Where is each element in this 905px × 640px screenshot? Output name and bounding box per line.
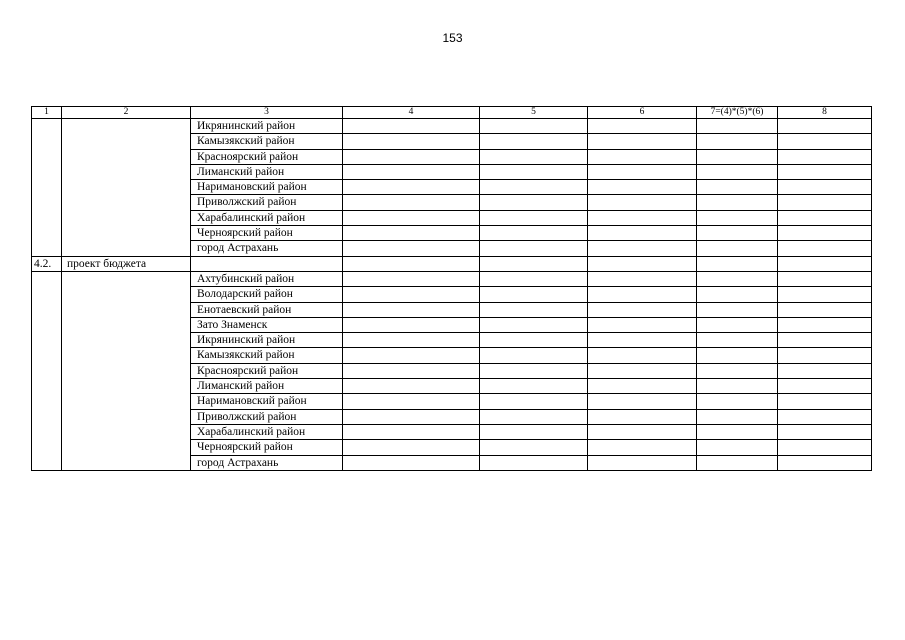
empty-cell: [778, 164, 872, 179]
empty-cell: [697, 333, 778, 348]
empty-cell: [343, 287, 480, 302]
empty-cell: [480, 226, 588, 241]
empty-cell: [778, 287, 872, 302]
empty-cell: [588, 241, 697, 256]
empty-cell: [697, 241, 778, 256]
empty-cell: [778, 241, 872, 256]
district-name: Харабалинский район: [191, 210, 343, 225]
table-row: [32, 119, 872, 134]
district-name: Красноярский район: [191, 363, 343, 378]
empty-cell: [588, 287, 697, 302]
empty-cell: [697, 287, 778, 302]
empty-cell: [588, 317, 697, 332]
empty-cell: [480, 164, 588, 179]
empty-cell: [480, 317, 588, 332]
data-table: [31, 106, 872, 471]
empty-cell: [588, 149, 697, 164]
empty-cell: [343, 241, 480, 256]
empty-cell: [697, 302, 778, 317]
district-name: Икрянинский район: [191, 119, 343, 134]
empty-cell: [588, 379, 697, 394]
empty-cell: [778, 379, 872, 394]
empty-cell: [343, 424, 480, 439]
empty-cell: [343, 409, 480, 424]
empty-cell: [778, 149, 872, 164]
empty-cell: [588, 119, 697, 134]
empty-cell: [343, 333, 480, 348]
table-row: [32, 271, 872, 286]
merged-cell-col1: [32, 271, 62, 470]
empty-cell: [480, 348, 588, 363]
district-name: Камызякский район: [191, 134, 343, 149]
empty-cell: [191, 256, 343, 271]
empty-cell: [588, 440, 697, 455]
empty-cell: [778, 195, 872, 210]
empty-cell: [588, 333, 697, 348]
empty-cell: [480, 333, 588, 348]
district-name: Черноярский район: [191, 226, 343, 241]
empty-cell: [480, 210, 588, 225]
empty-cell: [697, 256, 778, 271]
empty-cell: [588, 164, 697, 179]
district-name: Енотаевский район: [191, 302, 343, 317]
empty-cell: [697, 271, 778, 286]
district-name: Камызякский район: [191, 348, 343, 363]
district-name: Икрянинский район: [191, 333, 343, 348]
empty-cell: [778, 119, 872, 134]
empty-cell: [480, 455, 588, 470]
empty-cell: [480, 180, 588, 195]
merged-cell-col2: [62, 119, 191, 257]
empty-cell: [480, 256, 588, 271]
empty-cell: [343, 440, 480, 455]
empty-cell: [778, 363, 872, 378]
empty-cell: [778, 256, 872, 271]
empty-cell: [697, 195, 778, 210]
empty-cell: [778, 180, 872, 195]
district-name: Наримановский район: [191, 394, 343, 409]
empty-cell: [697, 210, 778, 225]
district-name: Приволжский район: [191, 195, 343, 210]
merged-cell-col2: [62, 271, 191, 470]
empty-cell: [778, 394, 872, 409]
empty-cell: [697, 226, 778, 241]
header-cell: 1: [32, 107, 62, 119]
empty-cell: [480, 271, 588, 286]
header-cell: 5: [480, 107, 588, 119]
empty-cell: [343, 180, 480, 195]
header-cell: 2: [62, 107, 191, 119]
section-title: проект бюджета: [62, 256, 191, 271]
empty-cell: [697, 180, 778, 195]
empty-cell: [480, 195, 588, 210]
empty-cell: [778, 348, 872, 363]
empty-cell: [480, 302, 588, 317]
empty-cell: [480, 424, 588, 439]
empty-cell: [778, 440, 872, 455]
empty-cell: [480, 379, 588, 394]
empty-cell: [697, 149, 778, 164]
empty-cell: [778, 134, 872, 149]
district-name: Наримановский район: [191, 180, 343, 195]
empty-cell: [588, 348, 697, 363]
empty-cell: [697, 134, 778, 149]
empty-cell: [343, 363, 480, 378]
empty-cell: [343, 119, 480, 134]
empty-cell: [588, 226, 697, 241]
district-name: Лиманский район: [191, 379, 343, 394]
empty-cell: [588, 424, 697, 439]
empty-cell: [697, 394, 778, 409]
empty-cell: [588, 271, 697, 286]
page-number: 153: [442, 31, 463, 45]
empty-cell: [343, 164, 480, 179]
empty-cell: [697, 348, 778, 363]
empty-cell: [778, 302, 872, 317]
empty-cell: [343, 210, 480, 225]
district-name: Ахтубинский район: [191, 271, 343, 286]
empty-cell: [588, 302, 697, 317]
empty-cell: [588, 195, 697, 210]
empty-cell: [588, 180, 697, 195]
empty-cell: [778, 317, 872, 332]
empty-cell: [697, 440, 778, 455]
empty-cell: [480, 440, 588, 455]
empty-cell: [697, 317, 778, 332]
empty-cell: [697, 379, 778, 394]
empty-cell: [343, 226, 480, 241]
empty-cell: [343, 271, 480, 286]
empty-cell: [697, 164, 778, 179]
header-cell: 6: [588, 107, 697, 119]
empty-cell: [588, 134, 697, 149]
empty-cell: [588, 210, 697, 225]
empty-cell: [778, 424, 872, 439]
empty-cell: [588, 256, 697, 271]
empty-cell: [778, 226, 872, 241]
empty-cell: [343, 302, 480, 317]
district-name: Володарский район: [191, 287, 343, 302]
district-name: Черноярский район: [191, 440, 343, 455]
district-name: город Астрахань: [191, 241, 343, 256]
empty-cell: [697, 409, 778, 424]
empty-cell: [343, 379, 480, 394]
empty-cell: [778, 210, 872, 225]
section-number: 4.2.: [32, 256, 62, 271]
header-cell: 8: [778, 107, 872, 119]
empty-cell: [697, 363, 778, 378]
empty-cell: [343, 348, 480, 363]
empty-cell: [343, 394, 480, 409]
header-cell: 3: [191, 107, 343, 119]
empty-cell: [343, 195, 480, 210]
empty-cell: [778, 333, 872, 348]
district-name: Приволжский район: [191, 409, 343, 424]
section-row: [32, 256, 872, 271]
empty-cell: [343, 455, 480, 470]
district-name: город Астрахань: [191, 455, 343, 470]
header-cell: 4: [343, 107, 480, 119]
merged-cell-col1: [32, 119, 62, 257]
empty-cell: [480, 287, 588, 302]
empty-cell: [480, 394, 588, 409]
empty-cell: [343, 256, 480, 271]
empty-cell: [697, 424, 778, 439]
district-name: Зато Знаменск: [191, 317, 343, 332]
district-name: Харабалинский район: [191, 424, 343, 439]
empty-cell: [697, 119, 778, 134]
empty-cell: [343, 134, 480, 149]
table-header-row: [32, 107, 872, 119]
empty-cell: [480, 119, 588, 134]
empty-cell: [343, 149, 480, 164]
district-name: Красноярский район: [191, 149, 343, 164]
empty-cell: [588, 363, 697, 378]
empty-cell: [343, 317, 480, 332]
header-cell: 7=(4)*(5)*(6): [697, 107, 778, 119]
empty-cell: [480, 134, 588, 149]
empty-cell: [480, 409, 588, 424]
empty-cell: [778, 271, 872, 286]
empty-cell: [697, 455, 778, 470]
empty-cell: [480, 241, 588, 256]
empty-cell: [480, 149, 588, 164]
empty-cell: [778, 455, 872, 470]
empty-cell: [778, 409, 872, 424]
empty-cell: [480, 363, 588, 378]
empty-cell: [588, 409, 697, 424]
empty-cell: [588, 394, 697, 409]
empty-cell: [588, 455, 697, 470]
district-name: Лиманский район: [191, 164, 343, 179]
